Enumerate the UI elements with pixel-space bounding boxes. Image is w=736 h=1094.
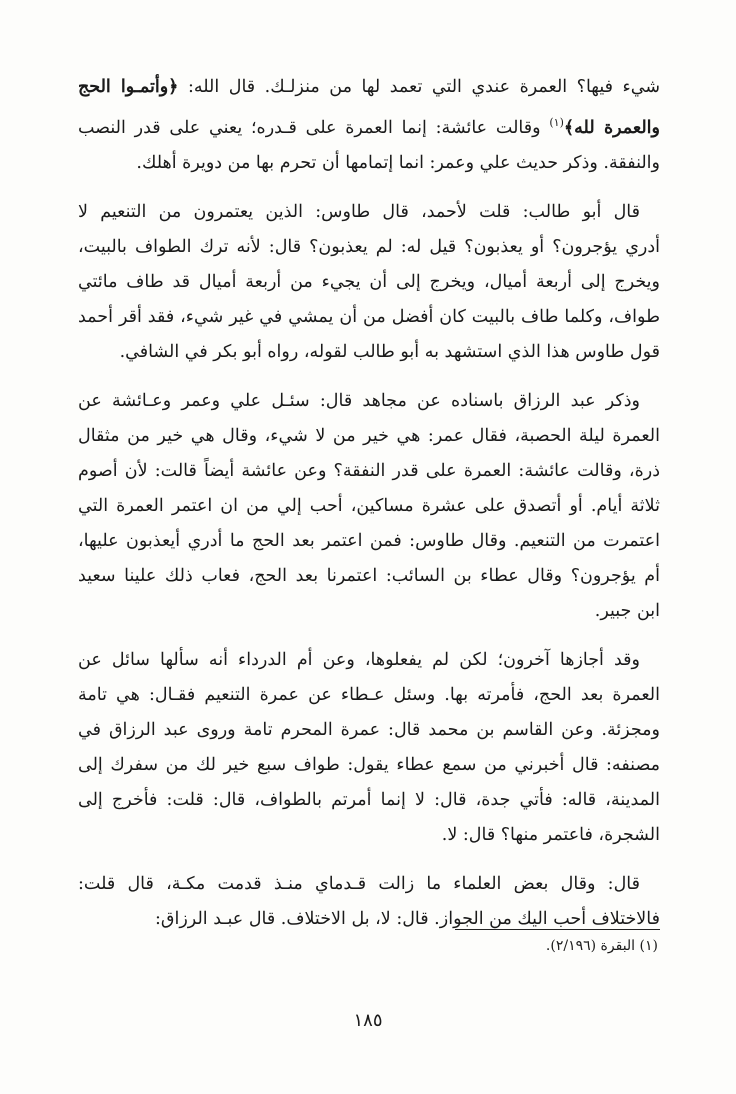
text-line: ومجزئة. وعن القاسم بن محمد قال: عمرة المحرم تامة وروى عبد الرزاق في [78, 719, 660, 740]
footnote-marker: (١) [549, 116, 564, 129]
text-line: ويخرج إلى أربعة أميال، ويخرج إلى أن يجيء من أربعة أميال قد طاف مائتي [78, 271, 660, 292]
text-line: طواف، وكلما طاف بالبيت كان أفضل من أن يمشي في غير شيء، فقد أقر أحمد [78, 306, 660, 327]
paragraph [78, 70, 660, 181]
text-line: المدينة، قاله: فأتي جدة، قال: لا إنما أمرتم بالطواف، قال: قلت: فأخرج إلى [78, 789, 660, 810]
text-line: قال أبو طالب: قلت لأحمد، قال طاوس: الذين يعتمرون من التنعيم لا [78, 201, 640, 222]
text-line: وذكر عبد الرزاق باسناده عن مجاهد قال: سئـل علي وعمر وعـائشة عن [78, 390, 640, 411]
text-line: شيء فيها؟ العمرة عندي التي تعمد لها من منزلـك. قال الله: ﴿وأتمـوا الحج [78, 77, 660, 97]
footnote: (١) البقرة (٢/١٩٦). [545, 938, 658, 954]
paragraph [78, 384, 660, 629]
text-line: اعتمرت من التنعيم. وقال طاوس: فمن اعتمر بعد الحج ما أدري أيعذبون عليها، [78, 530, 660, 551]
text-line: العمرة ليلة الحصبة، فقال عمر: هي خير من لا شيء، وقال هي خير من مثقال [78, 425, 660, 446]
text-line: الشجرة، فاعتمر منها؟ قال: لا. [441, 824, 660, 845]
text-line: أم يؤجرون؟ وقال عطاء بن السائب: اعتمرنا بعد الحج، فعاب ذلك علينا سعيد [78, 565, 660, 586]
paragraph [78, 867, 660, 937]
text-line: ذرة، وقالت عائشة: العمرة على قدر النفقة؟ وعن عائشة أيضاً قالت: لأن أصوم [78, 460, 660, 481]
text-line: قال: وقال بعض العلماء ما زالت قـدماي منـذ قدمت مكـة، قال قلت: [78, 873, 640, 894]
page-body [78, 70, 660, 951]
text-line: فالاختلاف أحب اليك من الجواز. قال: لا، بل الاختلاف. قال عبـد الرزاق: [155, 908, 660, 929]
text-line: أدري يؤجرون؟ أو يعذبون؟ قيل له: لم يعذبون؟ قال: لأنه ترك الطواف بالبيت، [78, 236, 660, 257]
text-line: ثلاثة أيام. أو أتصدق على عشرة مساكين، أحب إلي من ان اعتمر العمرة التي [78, 495, 660, 516]
text-line: قول طاوس هذا الذي استشهد به أبو طالب لقوله، رواه أبو بكر في الشافي. [119, 341, 660, 362]
page-number: ١٨٥ [353, 1010, 383, 1031]
text-line: ابن جبير. [594, 600, 660, 621]
text-line: والعمرة لله﴾$^{(١)}$ وقالت عائشة: إنما العمرة على قـدره؛ يعني على قدر النصب [78, 116, 660, 138]
paragraph [78, 195, 660, 370]
text-line: مصنفه: قال أخبرني من سمع عطاء يقول: طواف سبع خير لك من سفرك إلى [78, 754, 660, 775]
paragraph [78, 643, 660, 853]
text-line: العمرة بعد الحج، فأمرته بها. وسئل عـطاء عن عمرة التنعيم فقـال: هي تامة [78, 684, 660, 705]
quran-quote: والعمرة لله﴾ [563, 117, 660, 138]
quran-quote: ﴿وأتمـوا الحج [78, 77, 179, 97]
footnote-separator [455, 929, 660, 930]
text-line: وقد أجازها آخرون؛ لكن لم يفعلوها، وعن أم الدرداء أنه سألها سائل عن [78, 649, 640, 670]
text-line: والنفقة. وذكر حديث علي وعمر: انما إتمامها أن تحرم بها من دويرة أهلك. [136, 152, 660, 173]
